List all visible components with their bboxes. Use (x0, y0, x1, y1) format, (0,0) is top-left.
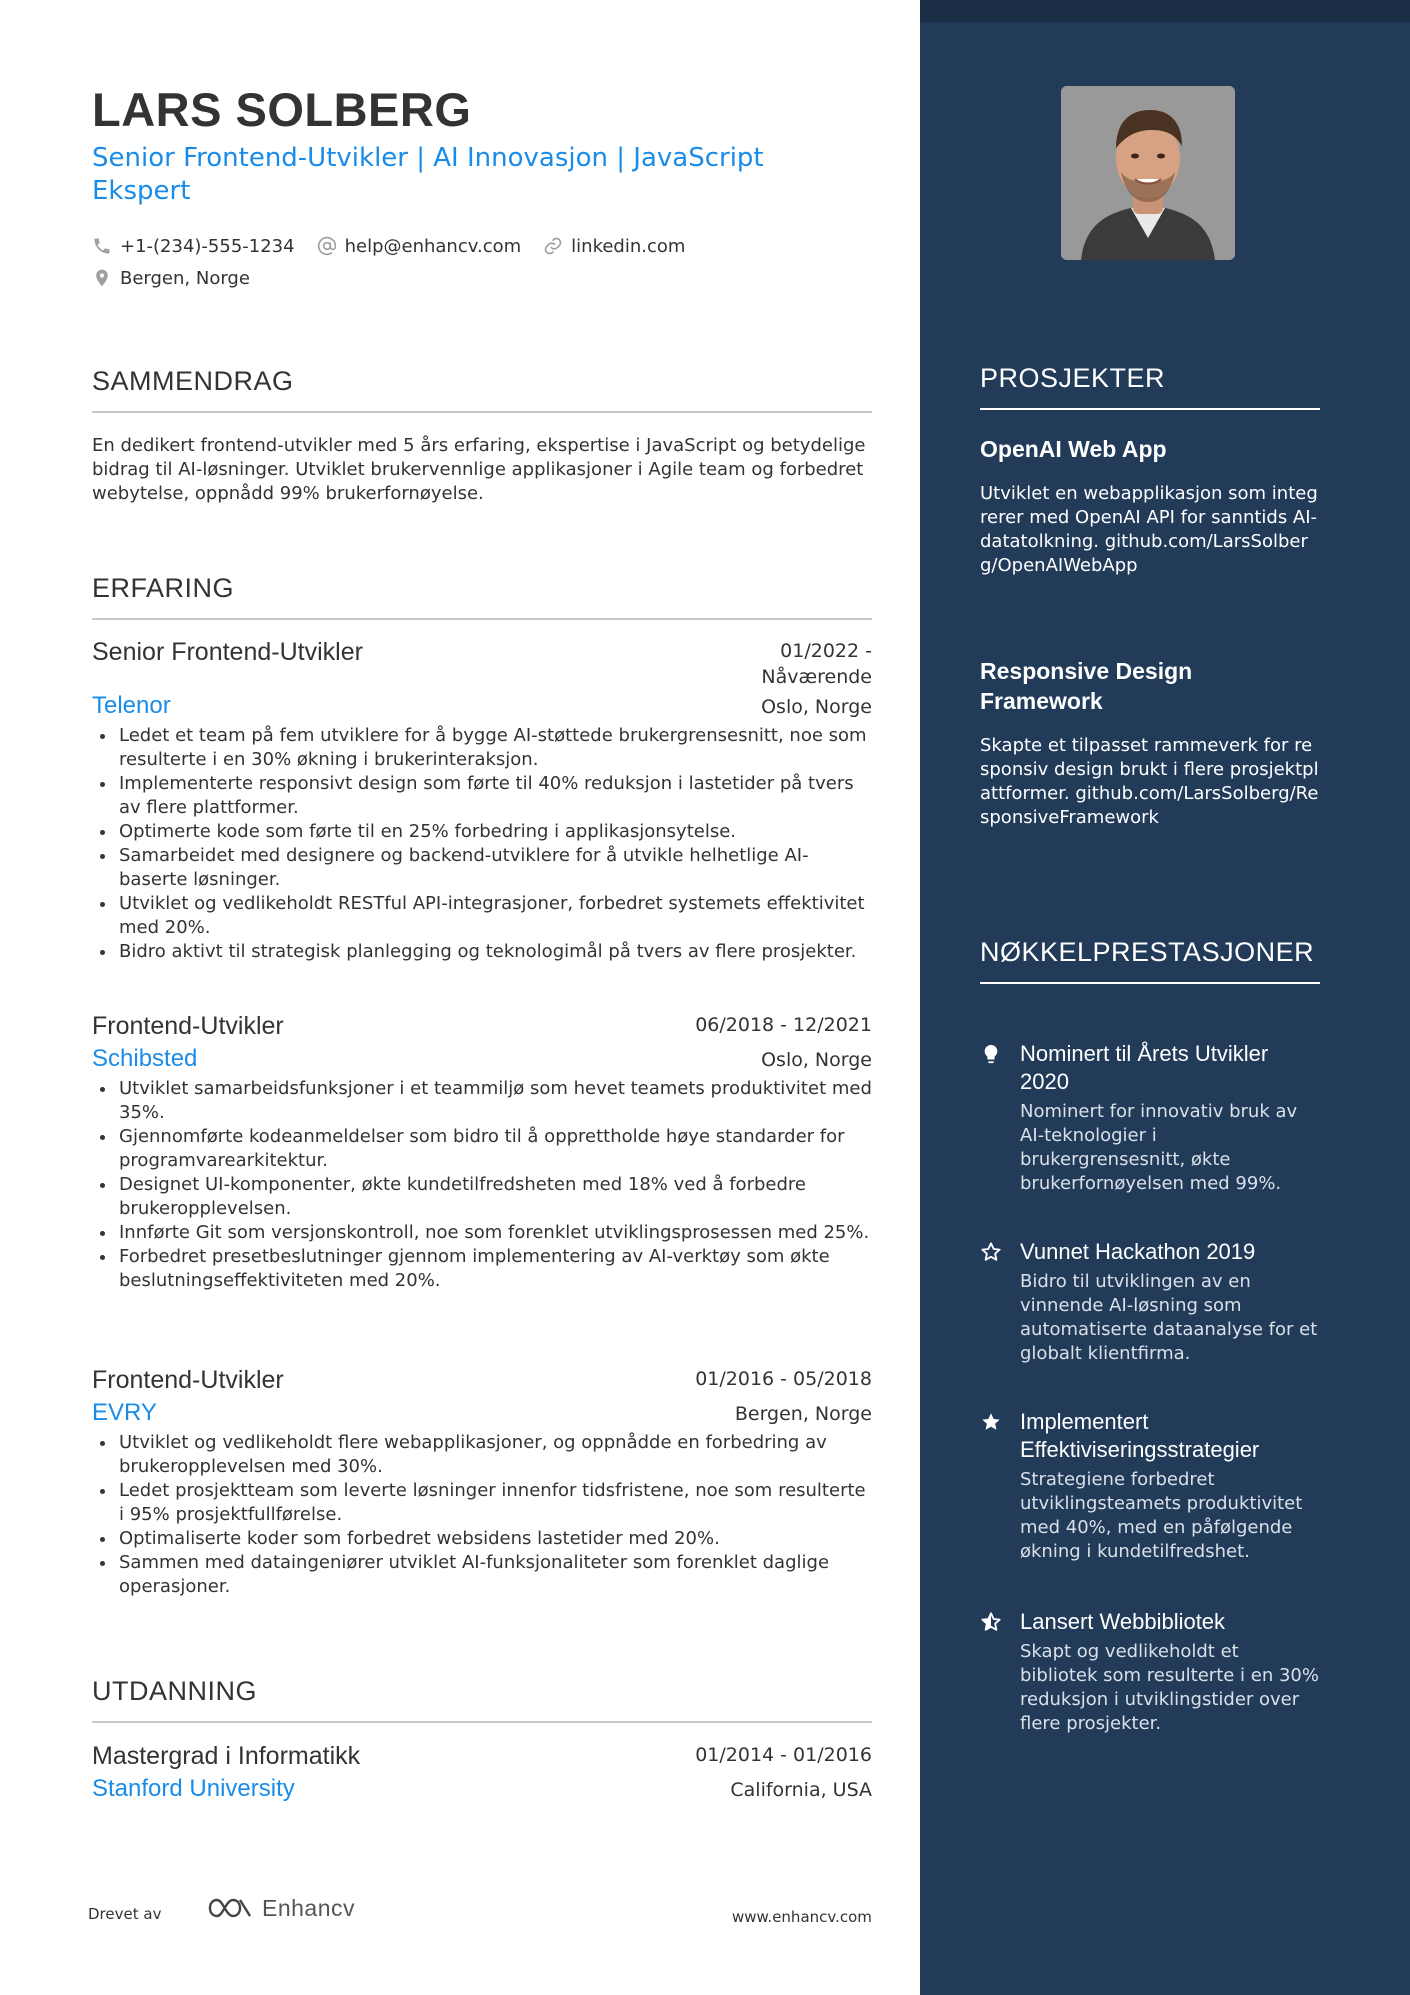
school-name: Stanford University (92, 1775, 295, 1802)
company-name: Schibsted (92, 1045, 198, 1072)
job-date: 01/2016 - 05/2018 (695, 1368, 872, 1390)
summary-section-title: SAMMENDRAG (92, 366, 872, 413)
sidebar (920, 0, 1410, 1995)
phone-icon (92, 236, 112, 256)
job-location: Bergen, Norge (734, 1403, 872, 1425)
enhancv-logo[interactable] (206, 1894, 355, 1922)
achievement-item (980, 1040, 1330, 1196)
powered-by-label: Drevet av (88, 1905, 162, 1923)
project-title: OpenAI Web App (980, 436, 1167, 462)
at-sign-icon (317, 236, 337, 256)
star-outline-icon (980, 1241, 1002, 1263)
bullet-item: Bidro aktivt til strategisk planlegging og teknologimål på tvers av flere prosjekter. (92, 940, 872, 964)
achievement-description: Bidro til utviklingen av en vinnende AI-løsning som automatiserte dataanalyse for et globalt klientfirma. (1020, 1271, 1318, 1364)
bullet-item: Samarbeidet med designere og backend-utviklere for å utvikle helhetlige AI-baserte løsninger. (92, 844, 872, 892)
achievement-title: Lansert Webbibliotek (1020, 1609, 1226, 1634)
achievement-item (980, 1408, 1330, 1564)
enhancv-logo-icon (206, 1894, 254, 1922)
star-half-icon (980, 1611, 1002, 1633)
enhancv-brand-text: Enhancv (262, 1894, 356, 1921)
job-location: Oslo, Norge (761, 1049, 872, 1071)
bullet-item: Utviklet og vedlikeholdt RESTful API-integrasjoner, forbedret systemets effektivitet med 20%. (92, 892, 872, 940)
project-entry (980, 656, 1320, 830)
job-title: Frontend-Utvikler (92, 1366, 284, 1394)
email-text: help@enhancv.com (344, 235, 522, 257)
job-bullets (92, 1077, 872, 1293)
phone-contact[interactable] (92, 236, 295, 257)
bullet-item: Utviklet og vedlikeholdt flere webapplikasjoner, og oppnådde en forbedring av brukeropplevelsen med 30%. (92, 1431, 872, 1479)
achievement-title: Vunnet Hackathon 2019 (1020, 1239, 1256, 1264)
bullet-item: Optimaliserte koder som forbedret websidens lastetider med 20%. (92, 1527, 872, 1551)
headline: Senior Frontend-Utvikler | AI Innovasjon | JavaScript Ekspert (92, 143, 764, 206)
achievement-description: Nominert for innovativ bruk av AI-teknologier i brukergrensesnitt, økte brukerfornøyelsen med 99%. (1020, 1101, 1298, 1194)
sidebar-top-bar (920, 0, 1410, 22)
location-contact (92, 268, 250, 289)
achievement-description: Strategiene forbedret utviklingsteamets produktivitet med 40%, med en påfølgende økning i kundetilfredshet. (1020, 1469, 1303, 1562)
candidate-name: LARS SOLBERG (92, 83, 472, 136)
lightbulb-icon (980, 1043, 1002, 1065)
achievement-description: Skapt og vedlikeholdt et bibliotek som resulterte i en 30% reduksjon i utviklingstider over flere prosjekter. (1020, 1641, 1319, 1734)
job-bullets (92, 1431, 872, 1599)
job-entry (92, 1366, 872, 1599)
achievement-item (980, 1608, 1330, 1736)
bullet-item: Innførte Git som versjonskontroll, noe som forenklet utviklingsprosessen med 25%. (92, 1221, 872, 1245)
location-pin-icon (92, 268, 112, 288)
achievement-item (980, 1238, 1330, 1366)
email-contact[interactable] (317, 236, 522, 257)
contact-info (92, 230, 812, 294)
bullet-item: Ledet et team på fem utviklere for å bygge AI-støttede brukergrensesnitt, noe som resulterte i en 30% økning i brukerinteraksjon. (92, 724, 872, 772)
degree-title: Mastergrad i Informatikk (92, 1742, 361, 1770)
profile-photo (1061, 86, 1235, 260)
website-text: linkedin.com (571, 235, 686, 257)
education-date: 01/2014 - 01/2016 (695, 1744, 872, 1766)
bullet-item: Optimerte kode som førte til en 25% forbedring i applikasjonsytelse. (92, 820, 872, 844)
achievements-section-title: NØKKELPRESTASJONER (980, 934, 1320, 984)
company-name: Telenor (92, 692, 171, 719)
job-location: Oslo, Norge (761, 696, 872, 718)
bullet-item: Designet UI-komponenter, økte kundetilfredsheten med 18% ved å forbedre brukeropplevelsen. (92, 1173, 872, 1221)
location-text: Bergen, Norge (120, 267, 250, 289)
bullet-item: Gjennomførte kodeanmeldelser som bidro til å opprettholde høye standarder for programvarearkitektur. (92, 1125, 872, 1173)
achievement-title: Implementert Effektiviseringsstrategier (1020, 1409, 1260, 1462)
job-date: 01/2022 - Nåværende (761, 640, 872, 688)
education-entry (92, 1742, 872, 1803)
bullet-item: Sammen med dataingeniører utviklet AI-funksjonaliteter som forenklet daglige operasjoner. (92, 1551, 872, 1599)
phone-text: +1-(234)-555-1234 (120, 235, 295, 257)
company-name: EVRY (92, 1399, 157, 1426)
project-title: Responsive Design Framework (980, 658, 1193, 714)
job-bullets (92, 724, 872, 964)
job-date: 06/2018 - 12/2021 (695, 1014, 872, 1036)
star-filled-icon (980, 1411, 1002, 1433)
summary-text: En dedikert frontend-utvikler med 5 års erfaring, ekspertise i JavaScript og betydelige bidrag til AI-løsninger. Utviklet brukervennlige applikasjoner i Agile team og forbedret webytelse, oppnådd 99% brukerfornøyelse. (92, 435, 866, 504)
job-entry (92, 638, 872, 964)
link-icon (543, 236, 563, 256)
achievement-title: Nominert til Årets Utvikler 2020 (1020, 1041, 1269, 1094)
project-entry (980, 434, 1320, 578)
bullet-item: Implementerte responsivt design som førte til 40% reduksjon i lastetider på tvers av flere plattformer. (92, 772, 872, 820)
projects-section-title: PROSJEKTER (980, 360, 1320, 410)
job-entry (92, 1012, 872, 1293)
job-title: Senior Frontend-Utvikler (92, 638, 363, 666)
bullet-item: Ledet prosjektteam som leverte løsninger innenfor tidsfristene, noe som resulterte i 95% prosjektfullførelse. (92, 1479, 872, 1527)
website-contact[interactable] (543, 236, 685, 257)
project-description: Skapte et tilpasset rammeverk for responsiv design brukt i flere prosjektplattformer. github.com/LarsSolberg/ResponsiveFramework (980, 735, 1319, 828)
education-location: California, USA (730, 1779, 872, 1801)
bullet-item: Forbedret presetbeslutninger gjennom implementering av AI-verktøy som økte beslutningseffektiviteten med 20%. (92, 1245, 872, 1293)
project-description: Utviklet en webapplikasjon som integrerer med OpenAI API for sanntids AI-datatolkning. github.com/LarsSolberg/OpenAIWebApp (980, 483, 1318, 576)
education-section-title: UTDANNING (92, 1676, 872, 1723)
footer-url[interactable]: www.enhancv.com (732, 1908, 872, 1926)
bullet-item: Utviklet samarbeidsfunksjoner i et teammiljø som hevet teamets produktivitet med 35%. (92, 1077, 872, 1125)
job-title: Frontend-Utvikler (92, 1012, 284, 1040)
experience-section-title: ERFARING (92, 573, 872, 620)
